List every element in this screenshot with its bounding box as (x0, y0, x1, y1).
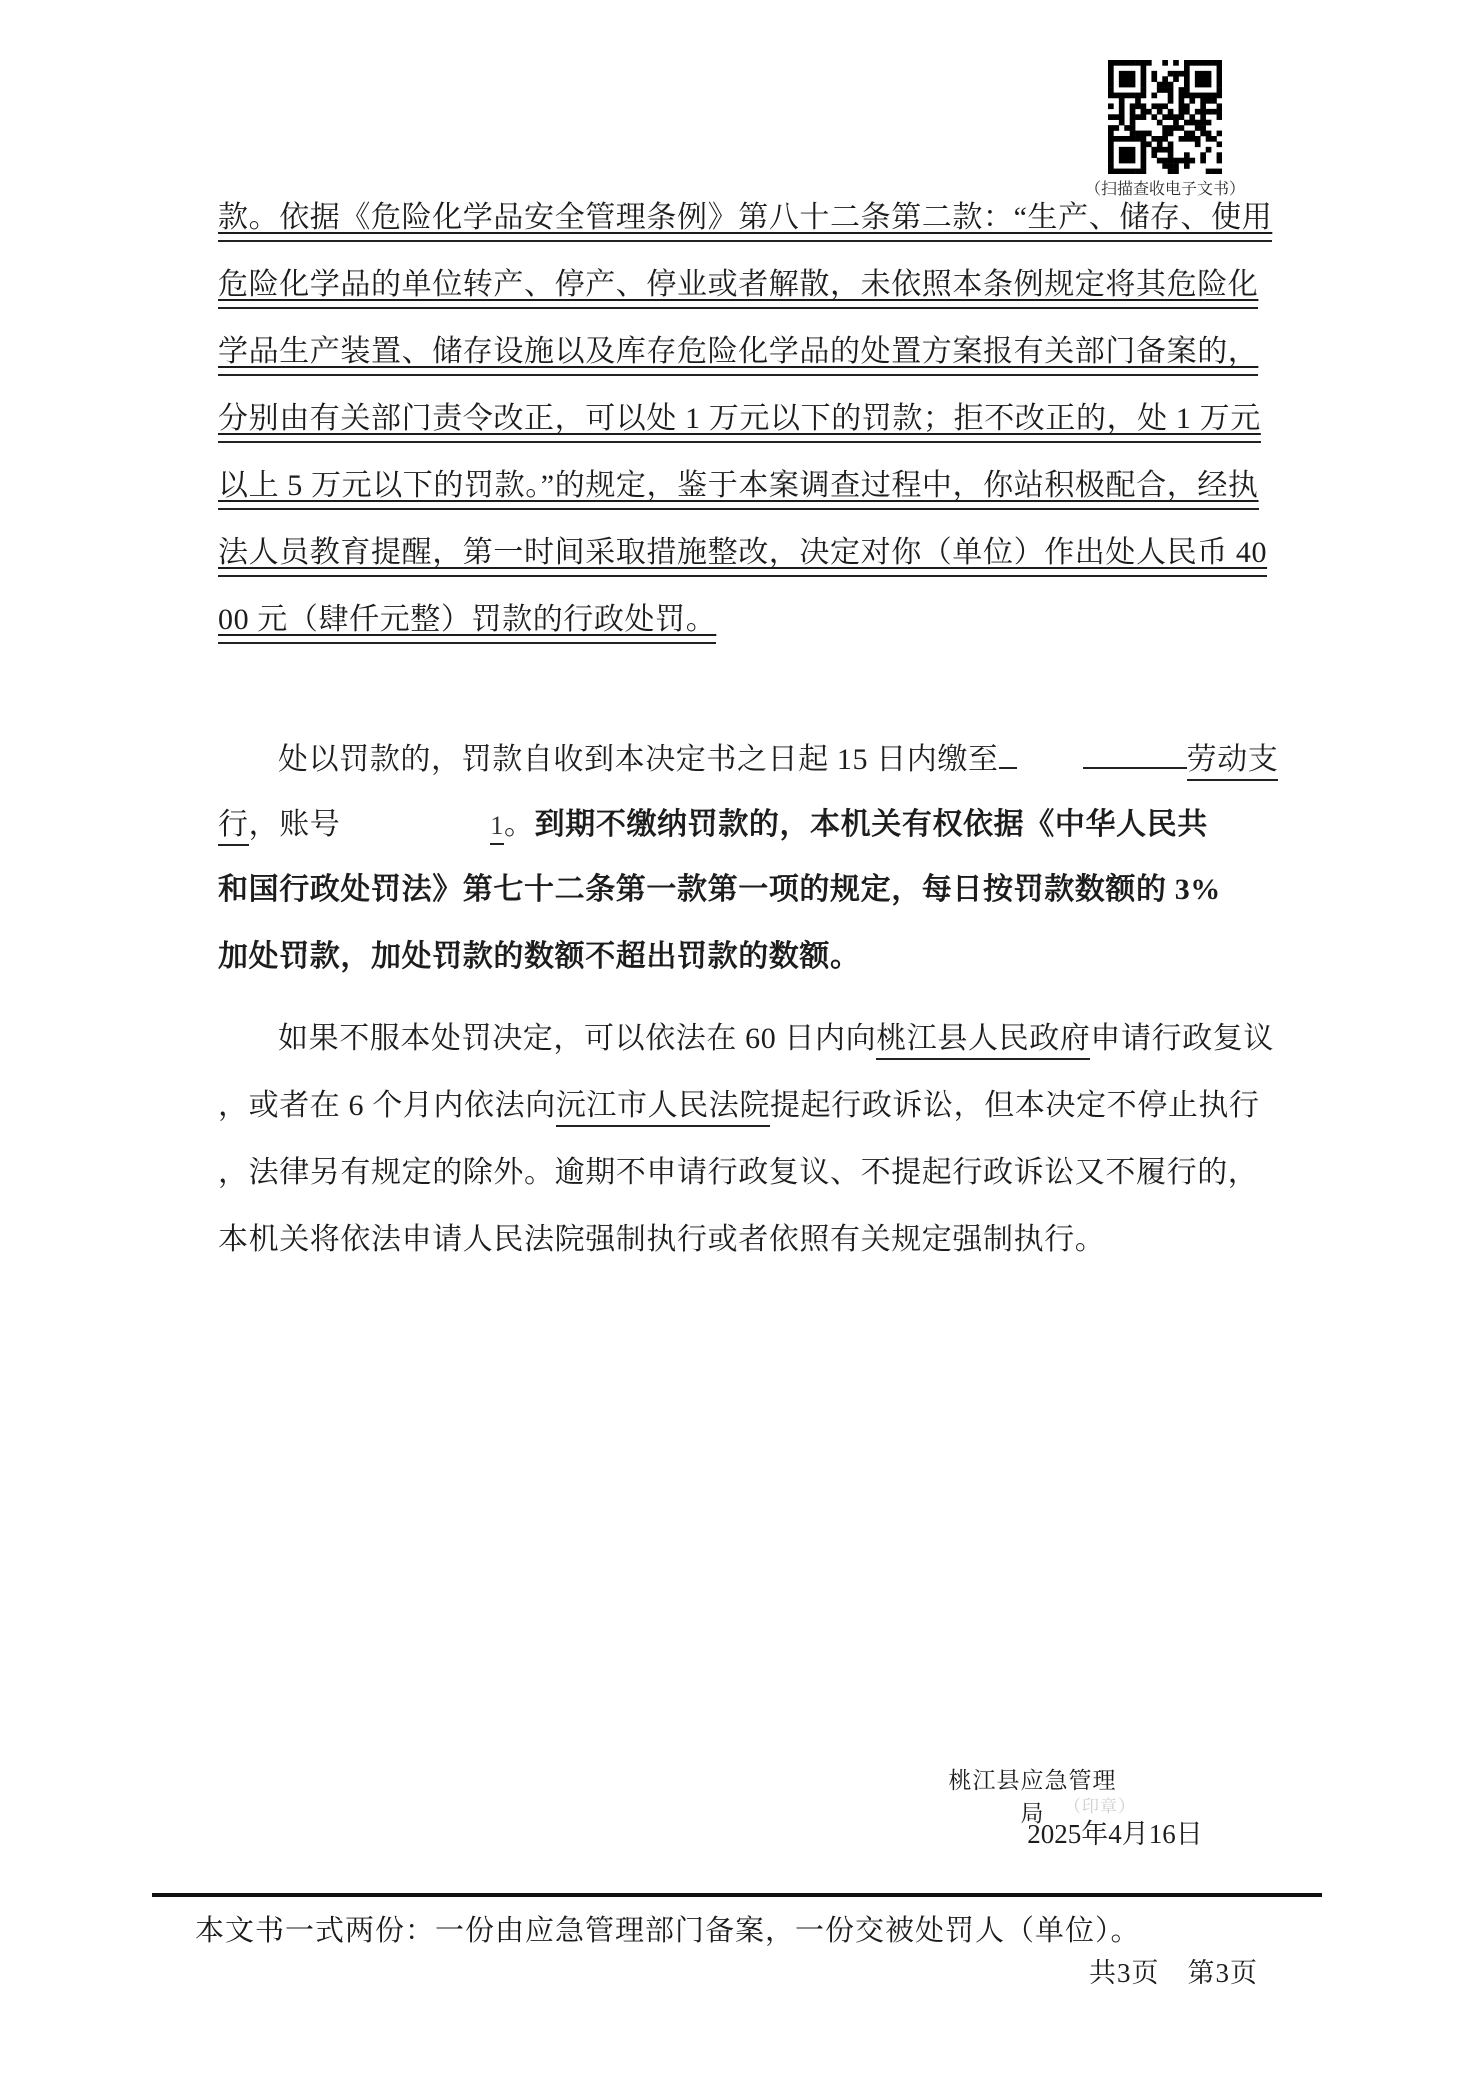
qr-code-icon (1108, 60, 1222, 174)
redacted-blank (1017, 739, 1083, 769)
document-body (218, 199, 1279, 1288)
bank-name-tail: 劳动支 (1187, 743, 1279, 781)
account-label: ，账号 (248, 808, 341, 841)
bank-name-cont: 行 (218, 808, 249, 846)
appeal-text: ，法律另有规定的除外。逾期不申请行政复议、不提起行政诉讼又不履行的， (218, 1156, 1259, 1189)
body-line (218, 601, 1258, 668)
underlined-text: 法人员教育提醒，第一时间采取措施整改，决定对你（单位）作出处人民币 40 (218, 536, 1267, 577)
underlined-text: 00 元（肆仟元整）罚款的行政处罚。 (218, 603, 716, 644)
underlined-text: 学品生产装置、储存设施以及库存危险化学品的处置方案报有关部门备案的， (218, 335, 1258, 376)
period: 。 (504, 808, 535, 841)
paragraph-appeal-rights (218, 1020, 1275, 1288)
body-line (218, 333, 1258, 400)
body-line (218, 938, 1258, 1005)
underlined-text: 危险化学品的单位转产、停产、停业或者解散，未依照本条例规定将其危险化 (218, 268, 1258, 309)
body-line (218, 534, 1268, 601)
appeal-text: 申请行政复议 (1090, 1022, 1275, 1055)
underlined-text: 分别由有关部门责令改正，可以处 1 万元以下的罚款；拒不改正的，处 1 万元 (218, 402, 1261, 443)
body-line (218, 1221, 1258, 1288)
seal-placeholder: （印章） (1064, 1797, 1136, 1816)
appeal-text: 提起行政诉讼，但本决定不停止执行 (770, 1089, 1260, 1122)
underlined-text: 款。依据《危险化学品安全管理条例》第八十二条第二款：“生产、储存、使用 (218, 201, 1272, 242)
overdue-clause: 到期不缴纳罚款的，本机关有权依据《中华人民共 (534, 808, 1208, 841)
signature-agency: 桃江县应急管理局 (948, 1768, 1117, 1826)
qr-caption: （扫描查收电子文书） (1084, 181, 1245, 198)
footer-divider (152, 1893, 1322, 1897)
body-line (218, 266, 1258, 333)
body-line (218, 1020, 1275, 1087)
body-line (218, 737, 1279, 804)
court-name: 沅江市人民法院 (556, 1089, 770, 1127)
body-line (218, 871, 1258, 938)
body-line (218, 467, 1258, 534)
payment-text: 处以罚款的，罚款自收到本决定书之日起 15 日内缴至 (278, 743, 999, 776)
overdue-clause: 和国行政处罚法》第七十二条第一款第一项的规定，每日按罚款数额的 3% (218, 873, 1221, 906)
appeal-text: ，或者在 6 个月内依法向 (218, 1089, 556, 1122)
body-line (218, 199, 1273, 266)
appeal-text: 如果不服本处罚决定，可以依法在 60 日内向 (278, 1022, 877, 1055)
redacted-bank-name (1083, 737, 1187, 769)
footer-note: 本文书一式两份：一份由应急管理部门备案，一份交被处罚人（单位）。 (195, 1915, 1141, 1947)
body-line (218, 1087, 1258, 1154)
overdue-clause: 加处罚款，加处罚款的数额不超出罚款的数额。 (218, 940, 861, 973)
underlined-text: 以上 5 万元以下的罚款。”的规定，鉴于本案调查过程中，你站积极配合，经执 (218, 469, 1259, 510)
qr-code-icon (1108, 60, 1222, 174)
review-authority-name: 桃江县人民政府 (876, 1022, 1090, 1060)
page-number: 共3页 第3页 (1089, 1958, 1258, 1988)
appeal-text: 本机关将依法申请人民法院强制执行或者依照有关规定强制执行。 (218, 1223, 1106, 1256)
account-fragment: 1 (490, 811, 504, 845)
redacted-account-number (340, 804, 490, 834)
body-line (218, 804, 1258, 871)
paragraph-payment-terms (218, 737, 1279, 1005)
body-line (218, 400, 1261, 467)
redacted-underline-tick (999, 737, 1017, 769)
body-line (218, 1154, 1258, 1221)
paragraph-penalty-basis (218, 199, 1273, 668)
signature-date: 2025年4月16日 (1027, 1819, 1203, 1849)
